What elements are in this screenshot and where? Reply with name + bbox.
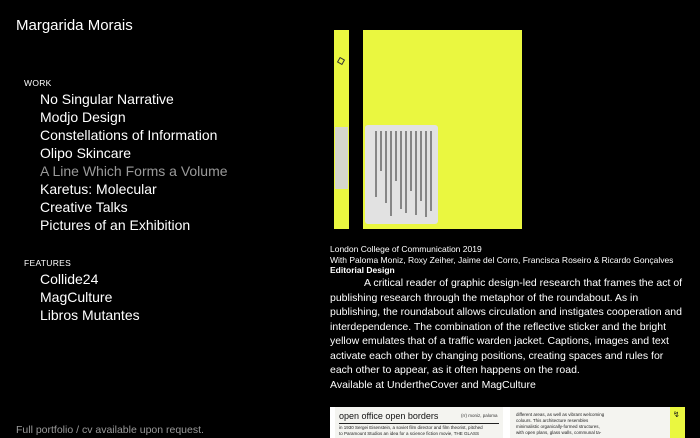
work-item[interactable]: Pictures of an Exhibition [40,217,191,233]
project-collaborators: With Paloma Moniz, Roxy Zeiher, Jaime del Corro, Francisca Roseiro & Ricardo Gonçalves [330,254,674,265]
spread-left-line: in 1930 Sergei Eisenstein, a soviet film director and film theorist, pitched [339,425,483,430]
features-item[interactable]: Collide24 [40,271,99,287]
spread-image [330,407,685,438]
spread-right-line: minimalistic organically-formed structures, [516,424,600,429]
book-spine [334,30,349,229]
work-item[interactable]: Modjo Design [40,109,126,125]
spread-left-line: to Paramount Studios an idea for a science fiction movie, THE GLASS [339,431,479,436]
spine-label-band [335,127,348,189]
project-description [330,276,688,392]
project-description-text [330,276,688,378]
spread-rule [339,423,499,424]
spread-right-line: colours. This architecture resembles [516,418,589,423]
work-item[interactable]: No Singular Narrative [40,91,174,107]
features-section-label: FEATURES [24,258,72,268]
work-item[interactable]: Constellations of Information [40,127,218,143]
description-body: A critical reader of graphic design-led research that frames the act of publishing research through the metaphor of the roundabout. As in publishing, the roundabout allows circulation and instigates cooperation and interdependence. The combination of the reflective sticker and the bright yellow emulates that of a traffic warden jacket. Captions, images and text activate each other by changing positions, creating spaces and rules for each other to appear, as it often happens on the road. [330,277,683,376]
project-meta [330,244,690,276]
work-item[interactable]: Olipo Skincare [40,145,132,161]
work-nav [40,90,228,234]
features-nav [40,270,140,324]
spread-byline: (rr) moniz, paloma [461,413,498,418]
sticker-text-lines [371,131,432,218]
work-item[interactable]: A Line Which Forms a Volume [40,163,228,179]
features-item[interactable]: Libros Mutantes [40,307,140,323]
project-availability: Available at UndertheCover and MagCulture [330,378,536,391]
lightning-icon: ↯ [673,410,680,419]
book-image [334,30,522,229]
project-institution: London College of Communication 2019 [330,244,482,254]
features-item[interactable]: MagCulture [40,289,113,305]
work-section-label: WORK [24,78,52,88]
reflective-sticker [365,125,438,224]
spread-title: open office open borders [339,411,439,421]
project-category: Editorial Design [330,265,395,275]
spread-right-line: with open plans, glass walls, communal ta- [516,430,602,435]
spine-glyph [337,57,345,65]
work-item[interactable]: Creative Talks [40,199,128,215]
work-item[interactable]: Karetus: Molecular [40,181,157,197]
spread-right-line: different areas, as well as vibrant welcoming [516,412,605,417]
footer-note: Full portfolio / cv available upon request. [16,424,204,436]
site-title[interactable]: Margarida Morais [16,17,133,34]
book-cover [363,30,522,229]
